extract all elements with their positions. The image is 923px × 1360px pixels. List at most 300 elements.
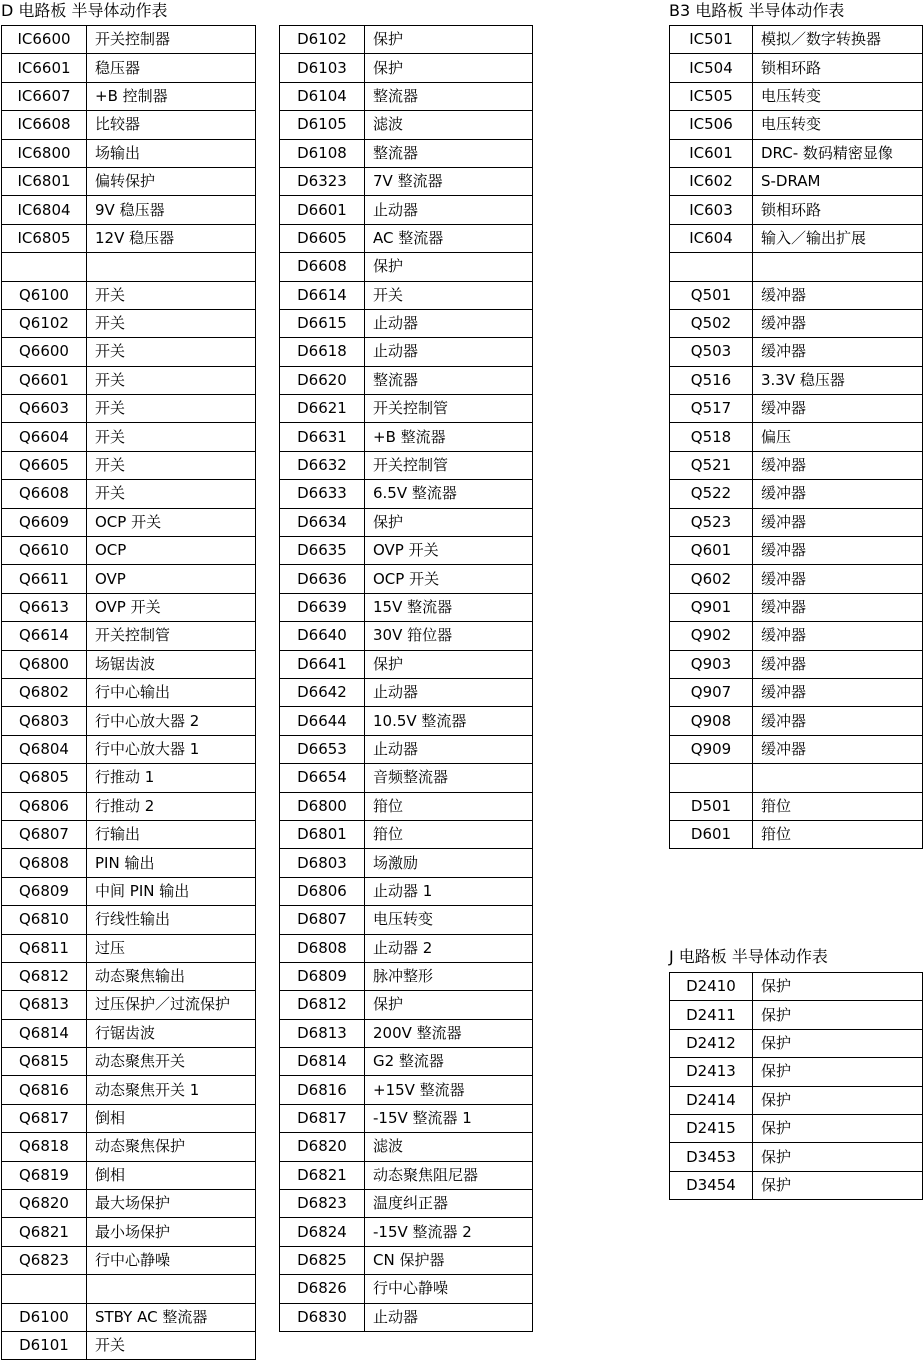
table-row bbox=[280, 678, 533, 706]
table-row bbox=[670, 565, 923, 593]
table-row bbox=[670, 622, 923, 650]
part-code-cell: Q6603 bbox=[2, 395, 87, 423]
part-function-cell: 中间 PIN 输出 bbox=[87, 877, 256, 905]
part-function-cell: 电压转变 bbox=[365, 906, 533, 934]
part-function-cell: 场激励 bbox=[365, 849, 533, 877]
table-row bbox=[2, 1104, 256, 1132]
table-row bbox=[2, 82, 256, 110]
part-code-cell: Q6608 bbox=[2, 480, 87, 508]
part-code-cell: D6826 bbox=[280, 1275, 365, 1303]
table-row bbox=[280, 139, 533, 167]
part-function-cell: 7V 整流器 bbox=[365, 167, 533, 195]
table-row bbox=[670, 167, 923, 195]
table-row bbox=[2, 622, 256, 650]
part-code-cell: Q6823 bbox=[2, 1246, 87, 1274]
table-row bbox=[2, 593, 256, 621]
part-function-cell: 箝位 bbox=[365, 820, 533, 848]
table-row bbox=[670, 1058, 923, 1086]
table-row bbox=[2, 508, 256, 536]
table-row bbox=[2, 1161, 256, 1189]
part-code-cell: IC501 bbox=[670, 26, 753, 54]
table-row bbox=[2, 309, 256, 337]
part-code-cell: D6102 bbox=[280, 26, 365, 54]
part-function-cell: 场输出 bbox=[87, 139, 256, 167]
part-code-cell: D6644 bbox=[280, 707, 365, 735]
part-code-cell: D6639 bbox=[280, 593, 365, 621]
part-code-cell: D6620 bbox=[280, 366, 365, 394]
part-function-cell: OVP 开关 bbox=[365, 537, 533, 565]
part-function-cell: 行推动 1 bbox=[87, 764, 256, 792]
part-code-cell: D6108 bbox=[280, 139, 365, 167]
part-code-cell: D6801 bbox=[280, 820, 365, 848]
table-row bbox=[670, 366, 923, 394]
table-row bbox=[2, 1019, 256, 1047]
table-row bbox=[280, 309, 533, 337]
part-code-cell: Q6613 bbox=[2, 593, 87, 621]
part-function-cell: -15V 整流器 1 bbox=[365, 1104, 533, 1132]
part-function-cell: AC 整流器 bbox=[365, 224, 533, 252]
part-function-cell: -15V 整流器 2 bbox=[365, 1218, 533, 1246]
part-code-cell: D6809 bbox=[280, 962, 365, 990]
part-code-cell bbox=[670, 253, 753, 281]
part-code-cell: D6821 bbox=[280, 1161, 365, 1189]
table-row bbox=[2, 962, 256, 990]
table-row bbox=[670, 1029, 923, 1057]
part-code-cell: Q6816 bbox=[2, 1076, 87, 1104]
part-code-cell: IC602 bbox=[670, 167, 753, 195]
part-code-cell: Q6813 bbox=[2, 991, 87, 1019]
part-code-cell: Q517 bbox=[670, 395, 753, 423]
part-function-cell: 保护 bbox=[753, 1086, 923, 1114]
part-function-cell: 保护 bbox=[365, 26, 533, 54]
part-code-cell: Q6804 bbox=[2, 735, 87, 763]
part-function-cell: 止动器 bbox=[365, 309, 533, 337]
part-code-cell: IC6800 bbox=[2, 139, 87, 167]
part-code-cell: IC603 bbox=[670, 196, 753, 224]
part-code-cell: Q901 bbox=[670, 593, 753, 621]
table-row bbox=[670, 593, 923, 621]
table-row bbox=[280, 395, 533, 423]
part-code-cell: IC6805 bbox=[2, 224, 87, 252]
part-code-cell: IC506 bbox=[670, 111, 753, 139]
table-row bbox=[2, 253, 256, 281]
table-row bbox=[670, 650, 923, 678]
table-row bbox=[670, 537, 923, 565]
part-function-cell: 缓冲器 bbox=[753, 650, 923, 678]
part-code-cell: D6807 bbox=[280, 906, 365, 934]
part-code-cell: D6653 bbox=[280, 735, 365, 763]
table-row bbox=[2, 1133, 256, 1161]
table-row bbox=[2, 54, 256, 82]
part-function-cell: 保护 bbox=[365, 253, 533, 281]
part-code-cell: Q6601 bbox=[2, 366, 87, 394]
part-code-cell: Q6811 bbox=[2, 934, 87, 962]
part-function-cell: 开关控制管 bbox=[365, 451, 533, 479]
part-code-cell: D2410 bbox=[670, 973, 753, 1001]
part-function-cell: 开关控制管 bbox=[365, 395, 533, 423]
table-row bbox=[280, 934, 533, 962]
part-code-cell: Q6100 bbox=[2, 281, 87, 309]
table-row bbox=[2, 1190, 256, 1218]
b3-board-table bbox=[669, 25, 923, 849]
table-row bbox=[2, 451, 256, 479]
part-function-cell: 缓冲器 bbox=[753, 480, 923, 508]
table-row bbox=[670, 973, 923, 1001]
part-code-cell: Q6807 bbox=[2, 820, 87, 848]
part-code-cell: D6608 bbox=[280, 253, 365, 281]
part-function-cell: 模拟／数字转换器 bbox=[753, 26, 923, 54]
table-row bbox=[280, 962, 533, 990]
part-code-cell: Q602 bbox=[670, 565, 753, 593]
table-row bbox=[280, 1303, 533, 1331]
table-row bbox=[280, 1076, 533, 1104]
part-function-cell: DRC- 数码精密显像 bbox=[753, 139, 923, 167]
part-function-cell: 保护 bbox=[753, 1143, 923, 1171]
part-function-cell: 滤波 bbox=[365, 111, 533, 139]
table-row bbox=[2, 877, 256, 905]
part-function-cell: 缓冲器 bbox=[753, 395, 923, 423]
table-row bbox=[280, 167, 533, 195]
part-function-cell: 滤波 bbox=[365, 1133, 533, 1161]
part-function-cell: 保护 bbox=[365, 991, 533, 1019]
table-row bbox=[670, 1001, 923, 1029]
part-function-cell: 缓冲器 bbox=[753, 451, 923, 479]
part-code-cell: D6803 bbox=[280, 849, 365, 877]
table-row bbox=[2, 537, 256, 565]
table-row bbox=[670, 1143, 923, 1171]
part-function-cell: 行中心输出 bbox=[87, 678, 256, 706]
part-function-cell bbox=[87, 1275, 256, 1303]
part-function-cell: +B 控制器 bbox=[87, 82, 256, 110]
part-function-cell: 整流器 bbox=[365, 82, 533, 110]
part-function-cell: 动态聚焦输出 bbox=[87, 962, 256, 990]
part-function-cell: 整流器 bbox=[365, 366, 533, 394]
part-function-cell: 过压保护／过流保护 bbox=[87, 991, 256, 1019]
part-code-cell: D2413 bbox=[670, 1058, 753, 1086]
d-board-table-left bbox=[1, 25, 256, 1360]
table-row bbox=[280, 480, 533, 508]
j-board-table bbox=[669, 972, 923, 1200]
table-row bbox=[2, 1331, 256, 1359]
part-code-cell: IC6600 bbox=[2, 26, 87, 54]
part-code-cell: D601 bbox=[670, 820, 753, 848]
part-code-cell: Q909 bbox=[670, 735, 753, 763]
part-function-cell: 最大场保护 bbox=[87, 1190, 256, 1218]
table-row bbox=[280, 1104, 533, 1132]
part-code-cell: D6634 bbox=[280, 508, 365, 536]
part-function-cell: OCP 开关 bbox=[87, 508, 256, 536]
table-row bbox=[280, 82, 533, 110]
table-row bbox=[670, 678, 923, 706]
part-function-cell bbox=[753, 764, 923, 792]
part-function-cell: 过压 bbox=[87, 934, 256, 962]
table-row bbox=[670, 338, 923, 366]
table-row bbox=[2, 281, 256, 309]
part-code-cell: D2415 bbox=[670, 1114, 753, 1142]
table-row bbox=[280, 820, 533, 848]
part-function-cell: 15V 整流器 bbox=[365, 593, 533, 621]
table-row bbox=[280, 735, 533, 763]
part-function-cell: 止动器 bbox=[365, 678, 533, 706]
part-function-cell: 缓冲器 bbox=[753, 678, 923, 706]
table-row bbox=[2, 565, 256, 593]
part-code-cell: D6635 bbox=[280, 537, 365, 565]
part-code-cell: D6820 bbox=[280, 1133, 365, 1161]
part-function-cell: 缓冲器 bbox=[753, 309, 923, 337]
part-code-cell: D6621 bbox=[280, 395, 365, 423]
part-function-cell: 动态聚焦阻尼器 bbox=[365, 1161, 533, 1189]
part-function-cell: 6.5V 整流器 bbox=[365, 480, 533, 508]
part-function-cell: 动态聚焦开关 bbox=[87, 1048, 256, 1076]
part-code-cell: D6104 bbox=[280, 82, 365, 110]
table-row bbox=[2, 1048, 256, 1076]
part-code-cell: Q6815 bbox=[2, 1048, 87, 1076]
table-row bbox=[2, 1275, 256, 1303]
part-code-cell: Q601 bbox=[670, 537, 753, 565]
part-function-cell: G2 整流器 bbox=[365, 1048, 533, 1076]
part-code-cell: Q903 bbox=[670, 650, 753, 678]
part-code-cell: D6100 bbox=[2, 1303, 87, 1331]
part-code-cell: IC6607 bbox=[2, 82, 87, 110]
table-row bbox=[2, 1076, 256, 1104]
part-code-cell: D6816 bbox=[280, 1076, 365, 1104]
table-row bbox=[280, 991, 533, 1019]
part-code-cell: Q6604 bbox=[2, 423, 87, 451]
part-code-cell: IC6601 bbox=[2, 54, 87, 82]
table-row bbox=[280, 1048, 533, 1076]
part-function-cell: 开关 bbox=[87, 395, 256, 423]
part-function-cell: 开关 bbox=[87, 338, 256, 366]
part-code-cell: D6800 bbox=[280, 792, 365, 820]
part-function-cell: 止动器 bbox=[365, 338, 533, 366]
table-row bbox=[670, 139, 923, 167]
part-function-cell: 温度纠正器 bbox=[365, 1190, 533, 1218]
part-code-cell: Q6806 bbox=[2, 792, 87, 820]
part-function-cell: 12V 稳压器 bbox=[87, 224, 256, 252]
table-row bbox=[670, 792, 923, 820]
table-row bbox=[280, 906, 533, 934]
part-function-cell: 缓冲器 bbox=[753, 707, 923, 735]
table-row bbox=[280, 565, 533, 593]
part-function-cell: 脉冲整形 bbox=[365, 962, 533, 990]
part-function-cell: 箝位 bbox=[365, 792, 533, 820]
table-row bbox=[2, 678, 256, 706]
table-row bbox=[280, 451, 533, 479]
part-function-cell: 9V 稳压器 bbox=[87, 196, 256, 224]
table-row bbox=[280, 253, 533, 281]
part-function-cell: PIN 输出 bbox=[87, 849, 256, 877]
part-code-cell: Q6814 bbox=[2, 1019, 87, 1047]
table-row bbox=[670, 196, 923, 224]
part-function-cell: 缓冲器 bbox=[753, 622, 923, 650]
table-row bbox=[670, 451, 923, 479]
part-code-cell: D6605 bbox=[280, 224, 365, 252]
part-code-cell: D6323 bbox=[280, 167, 365, 195]
d-board-table-right bbox=[279, 25, 533, 1332]
table-row bbox=[280, 423, 533, 451]
table-row bbox=[280, 1019, 533, 1047]
part-function-cell: OCP 开关 bbox=[365, 565, 533, 593]
table-row bbox=[2, 167, 256, 195]
table-row bbox=[670, 82, 923, 110]
part-function-cell: OVP bbox=[87, 565, 256, 593]
table-row bbox=[2, 650, 256, 678]
part-code-cell: Q6805 bbox=[2, 764, 87, 792]
part-function-cell: 稳压器 bbox=[87, 54, 256, 82]
part-code-cell: Q6600 bbox=[2, 338, 87, 366]
part-code-cell bbox=[2, 1275, 87, 1303]
table-row bbox=[280, 792, 533, 820]
part-function-cell: 开关 bbox=[87, 1331, 256, 1359]
table-row bbox=[670, 707, 923, 735]
part-code-cell: D2414 bbox=[670, 1086, 753, 1114]
part-code-cell: Q908 bbox=[670, 707, 753, 735]
table-row bbox=[670, 281, 923, 309]
table-row bbox=[2, 1303, 256, 1331]
part-function-cell: 保护 bbox=[753, 1029, 923, 1057]
table-row bbox=[2, 1218, 256, 1246]
table-row bbox=[280, 764, 533, 792]
part-code-cell: Q6809 bbox=[2, 877, 87, 905]
part-code-cell: D2411 bbox=[670, 1001, 753, 1029]
table-row bbox=[670, 253, 923, 281]
part-function-cell: STBY AC 整流器 bbox=[87, 1303, 256, 1331]
table-row bbox=[2, 934, 256, 962]
part-function-cell: 止动器 bbox=[365, 735, 533, 763]
table-row bbox=[280, 26, 533, 54]
table-row bbox=[280, 281, 533, 309]
part-function-cell: 输入／输出扩展 bbox=[753, 224, 923, 252]
table-row bbox=[670, 26, 923, 54]
part-code-cell: Q6609 bbox=[2, 508, 87, 536]
part-code-cell: D501 bbox=[670, 792, 753, 820]
part-function-cell bbox=[753, 253, 923, 281]
part-function-cell: 开关 bbox=[87, 281, 256, 309]
d-board-title: D 电路板 半导体动作表 bbox=[1, 1, 168, 20]
part-code-cell: Q501 bbox=[670, 281, 753, 309]
part-code-cell: Q6803 bbox=[2, 707, 87, 735]
table-row bbox=[670, 1171, 923, 1199]
part-function-cell: 箝位 bbox=[753, 820, 923, 848]
table-row bbox=[280, 224, 533, 252]
part-function-cell: 开关 bbox=[87, 480, 256, 508]
part-function-cell: 倒相 bbox=[87, 1161, 256, 1189]
part-function-cell: 动态聚焦开关 1 bbox=[87, 1076, 256, 1104]
part-code-cell: D6101 bbox=[2, 1331, 87, 1359]
table-row bbox=[2, 196, 256, 224]
part-function-cell bbox=[87, 253, 256, 281]
part-function-cell: 缓冲器 bbox=[753, 537, 923, 565]
part-code-cell: D6654 bbox=[280, 764, 365, 792]
part-code-cell: IC6608 bbox=[2, 111, 87, 139]
part-function-cell: OCP bbox=[87, 537, 256, 565]
part-function-cell: 行中心放大器 2 bbox=[87, 707, 256, 735]
part-code-cell: D6823 bbox=[280, 1190, 365, 1218]
table-row bbox=[670, 508, 923, 536]
part-function-cell: 开关 bbox=[87, 423, 256, 451]
part-code-cell bbox=[670, 764, 753, 792]
part-function-cell: 倒相 bbox=[87, 1104, 256, 1132]
table-row bbox=[2, 395, 256, 423]
part-code-cell: D6105 bbox=[280, 111, 365, 139]
table-row bbox=[280, 111, 533, 139]
table-row bbox=[2, 224, 256, 252]
part-code-cell: IC6804 bbox=[2, 196, 87, 224]
part-code-cell: Q503 bbox=[670, 338, 753, 366]
table-row bbox=[670, 395, 923, 423]
table-row bbox=[670, 111, 923, 139]
part-code-cell: IC505 bbox=[670, 82, 753, 110]
part-code-cell: D6631 bbox=[280, 423, 365, 451]
part-function-cell: 保护 bbox=[365, 650, 533, 678]
part-code-cell: Q6820 bbox=[2, 1190, 87, 1218]
table-row bbox=[2, 764, 256, 792]
table-row bbox=[2, 423, 256, 451]
part-code-cell: Q523 bbox=[670, 508, 753, 536]
part-code-cell: D6812 bbox=[280, 991, 365, 1019]
part-code-cell: D6632 bbox=[280, 451, 365, 479]
part-code-cell: Q6819 bbox=[2, 1161, 87, 1189]
part-code-cell: D6814 bbox=[280, 1048, 365, 1076]
table-row bbox=[280, 1190, 533, 1218]
part-function-cell: 行中心静噪 bbox=[365, 1275, 533, 1303]
part-code-cell: D6806 bbox=[280, 877, 365, 905]
part-code-cell: Q516 bbox=[670, 366, 753, 394]
part-function-cell: 开关 bbox=[87, 309, 256, 337]
part-code-cell: Q902 bbox=[670, 622, 753, 650]
part-code-cell: Q6818 bbox=[2, 1133, 87, 1161]
part-code-cell: D6825 bbox=[280, 1246, 365, 1274]
part-function-cell: 缓冲器 bbox=[753, 565, 923, 593]
part-function-cell: 保护 bbox=[753, 1001, 923, 1029]
part-code-cell: Q521 bbox=[670, 451, 753, 479]
part-function-cell: 电压转变 bbox=[753, 111, 923, 139]
part-function-cell: 行推动 2 bbox=[87, 792, 256, 820]
part-function-cell: 保护 bbox=[365, 508, 533, 536]
part-code-cell: Q6817 bbox=[2, 1104, 87, 1132]
part-function-cell: 止动器 1 bbox=[365, 877, 533, 905]
table-row bbox=[670, 423, 923, 451]
part-function-cell: 10.5V 整流器 bbox=[365, 707, 533, 735]
table-row bbox=[280, 1275, 533, 1303]
table-row bbox=[280, 54, 533, 82]
table-row bbox=[2, 480, 256, 508]
part-code-cell: Q522 bbox=[670, 480, 753, 508]
part-code-cell: Q6821 bbox=[2, 1218, 87, 1246]
table-row bbox=[2, 707, 256, 735]
part-function-cell: 30V 箝位器 bbox=[365, 622, 533, 650]
table-row bbox=[280, 707, 533, 735]
part-function-cell: 音频整流器 bbox=[365, 764, 533, 792]
part-code-cell: Q6800 bbox=[2, 650, 87, 678]
part-function-cell: 缓冲器 bbox=[753, 593, 923, 621]
part-function-cell: 缓冲器 bbox=[753, 508, 923, 536]
part-function-cell: S-DRAM bbox=[753, 167, 923, 195]
part-function-cell: 电压转变 bbox=[753, 82, 923, 110]
table-row bbox=[670, 54, 923, 82]
part-code-cell: Q6614 bbox=[2, 622, 87, 650]
part-code-cell: D6636 bbox=[280, 565, 365, 593]
part-code-cell: IC504 bbox=[670, 54, 753, 82]
part-function-cell: 3.3V 稳压器 bbox=[753, 366, 923, 394]
part-function-cell: 止动器 2 bbox=[365, 934, 533, 962]
part-code-cell: Q6808 bbox=[2, 849, 87, 877]
table-row bbox=[2, 820, 256, 848]
table-row bbox=[2, 338, 256, 366]
part-code-cell: Q907 bbox=[670, 678, 753, 706]
part-function-cell: 锁相环路 bbox=[753, 196, 923, 224]
part-code-cell: D3454 bbox=[670, 1171, 753, 1199]
